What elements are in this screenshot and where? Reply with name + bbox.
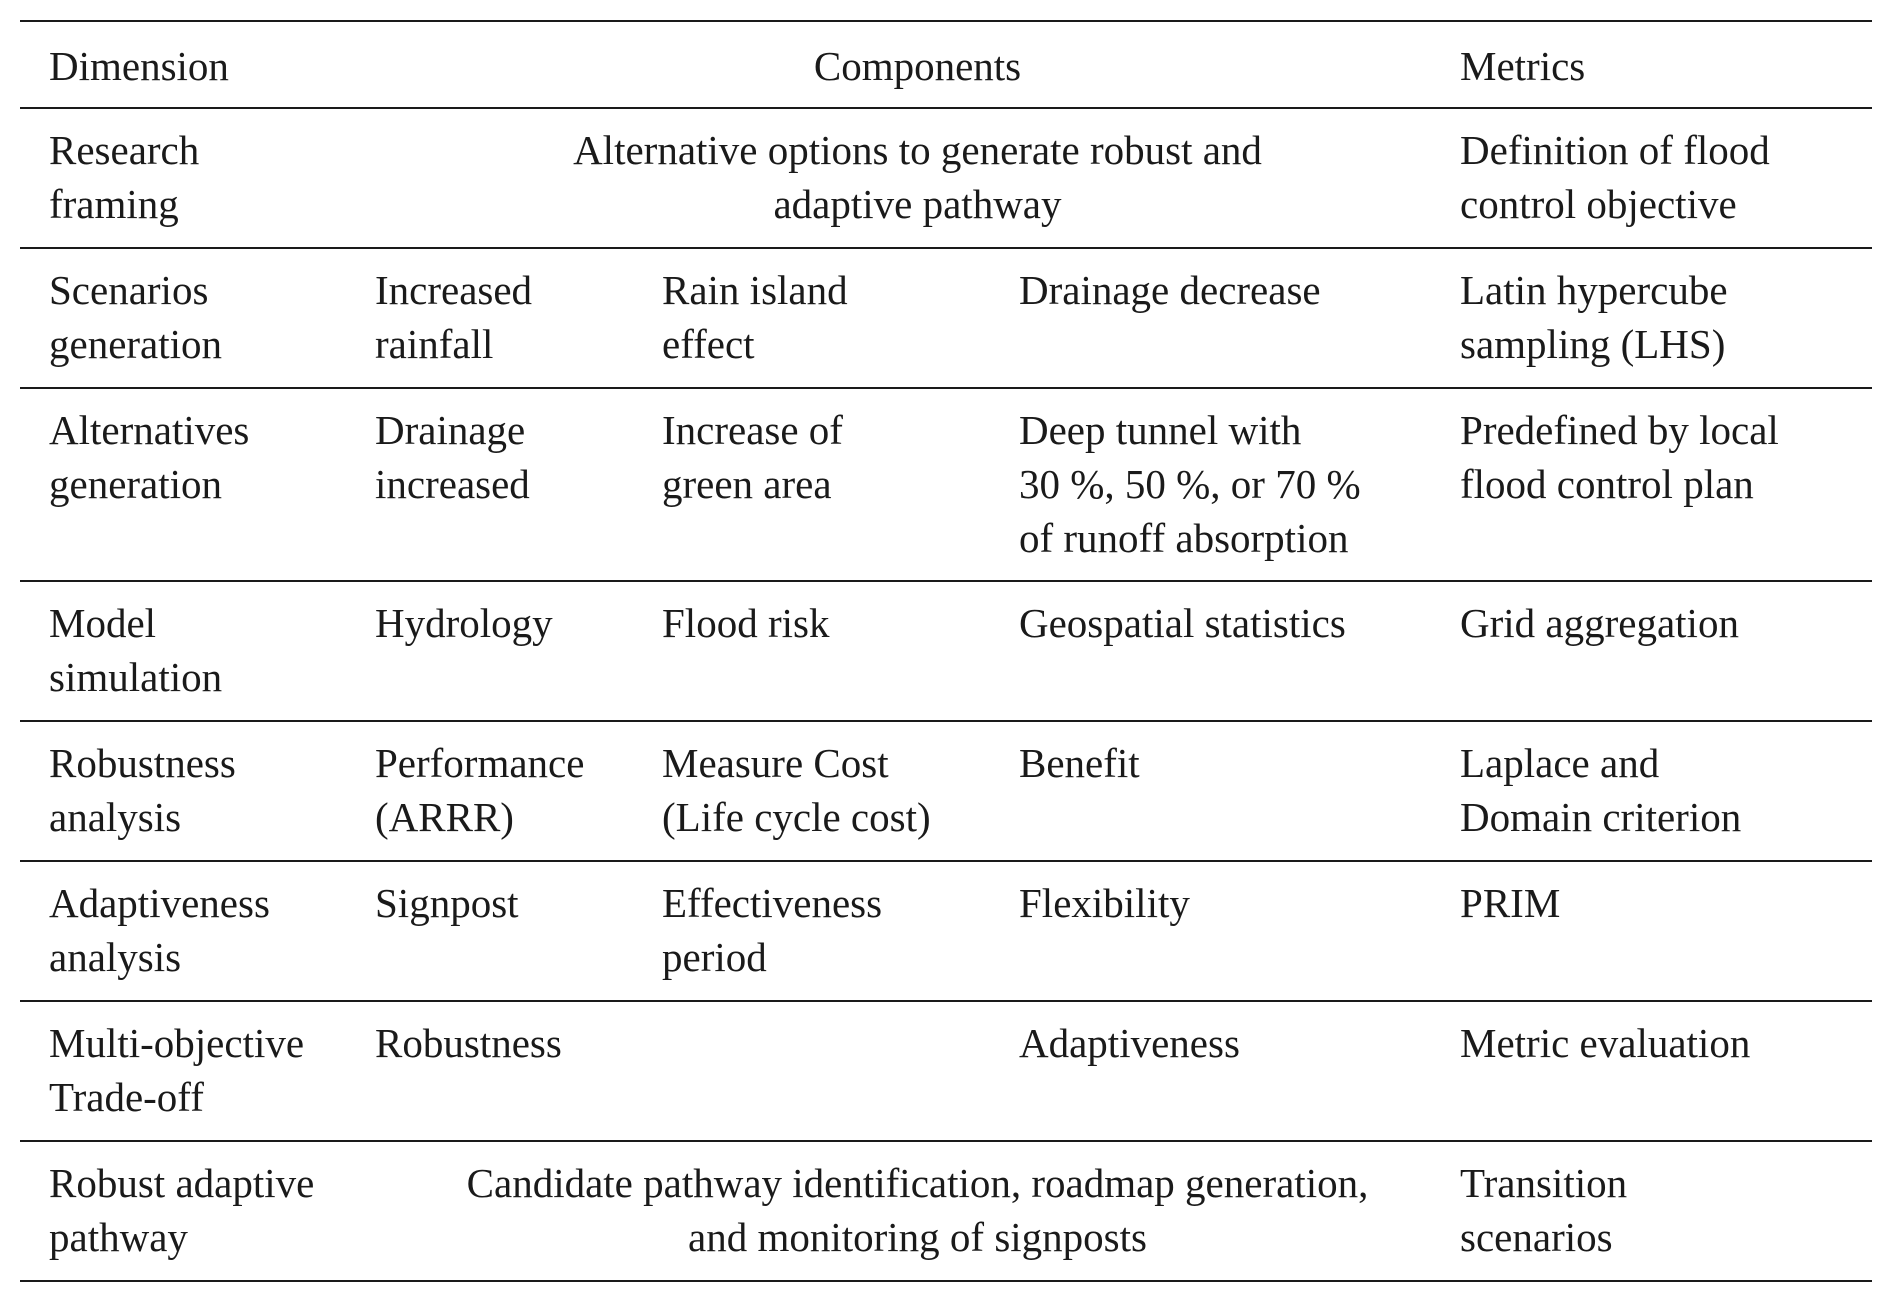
table-row: [20, 1141, 1872, 1281]
cell-line: Candidate pathway identification, roadmap generation,: [466, 1160, 1369, 1206]
dimension-cell: [20, 108, 375, 248]
cell-line: Effectiveness: [662, 880, 883, 926]
cell-line: Adaptiveness: [1019, 1020, 1240, 1066]
cell-line: analysis: [49, 794, 182, 840]
table-row: [20, 861, 1872, 1001]
metrics-cell: [1460, 861, 1872, 1001]
cell-line: adaptive pathway: [773, 181, 1062, 227]
component-cell: [375, 861, 662, 1001]
cell-line: sampling (LHS): [1460, 321, 1726, 367]
cell-line: pathway: [49, 1214, 188, 1260]
cell-line: Latin hypercube: [1460, 267, 1728, 313]
metrics-cell: [1460, 1141, 1872, 1281]
table-row: [20, 1001, 1872, 1141]
metrics-cell: [1460, 1001, 1872, 1141]
cell-line: Transition: [1460, 1160, 1628, 1206]
dimension-cell: [20, 1141, 375, 1281]
component-cell: [375, 1001, 662, 1141]
table-row: [20, 388, 1872, 581]
cell-line: Flood risk: [662, 600, 830, 646]
metrics-cell: [1460, 721, 1872, 861]
table-row: [20, 721, 1872, 861]
cell-line: Benefit: [1019, 740, 1140, 786]
dimension-cell: [20, 248, 375, 388]
component-cell: [375, 721, 662, 861]
cell-line: generation: [49, 461, 223, 507]
cell-line: Definition of flood: [1460, 127, 1770, 173]
cell-line: scenarios: [1460, 1214, 1613, 1260]
cell-line: Predefined by local: [1460, 407, 1779, 453]
cell-line: Scenarios: [49, 267, 209, 313]
cell-line: rainfall: [375, 321, 494, 367]
cell-line: Increased: [375, 267, 533, 313]
component-cell: [662, 1001, 1019, 1141]
component-cell: [1019, 1001, 1460, 1141]
cell-line: Multi-objective: [49, 1020, 305, 1066]
header-row: [20, 21, 1872, 108]
cell-line: generation: [49, 321, 223, 367]
component-cell: [662, 721, 1019, 861]
cell-line: Laplace and: [1460, 740, 1660, 786]
cell-line: 30 %, 50 %, or 70 %: [1019, 461, 1361, 507]
cell-line: Rain island: [662, 267, 848, 313]
cell-line: Hydrology: [375, 600, 553, 646]
cell-line: Metric evaluation: [1460, 1020, 1751, 1066]
cell-line: analysis: [49, 934, 182, 980]
cell-line: and monitoring of signposts: [688, 1214, 1147, 1260]
cell-line: control objective: [1460, 181, 1737, 227]
table-row: [20, 581, 1872, 721]
cell-line: Model: [49, 600, 157, 646]
cell-line: Performance: [375, 740, 585, 786]
framework-table: [20, 20, 1872, 1282]
cell-line: of runoff absorption: [1019, 515, 1349, 561]
cell-line: period: [662, 934, 767, 980]
component-cell: [1019, 388, 1460, 581]
table-row: [20, 248, 1872, 388]
metrics-cell: [1460, 248, 1872, 388]
header-dimension: Dimension: [20, 21, 375, 108]
component-cell: [375, 248, 662, 388]
cell-line: Flexibility: [1019, 880, 1190, 926]
component-cell: [662, 388, 1019, 581]
components-span-cell: [375, 1141, 1460, 1281]
metrics-cell: [1460, 581, 1872, 721]
cell-line: Increase of: [662, 407, 843, 453]
cell-line: Alternative options to generate robust and: [573, 127, 1262, 173]
cell-line: Signpost: [375, 880, 519, 926]
component-cell: [375, 581, 662, 721]
table-container: [20, 20, 1872, 1282]
metrics-cell: [1460, 108, 1872, 248]
dimension-cell: [20, 1001, 375, 1141]
cell-line: Deep tunnel with: [1019, 407, 1302, 453]
dimension-cell: [20, 581, 375, 721]
cell-line: effect: [662, 321, 755, 367]
cell-line: simulation: [49, 654, 223, 700]
cell-line: PRIM: [1460, 880, 1561, 926]
cell-line: Adaptiveness: [49, 880, 270, 926]
cell-line: Trade-off: [49, 1074, 204, 1120]
cell-line: (ARRR): [375, 794, 514, 840]
metrics-cell: [1460, 388, 1872, 581]
cell-line: Drainage decrease: [1019, 267, 1321, 313]
cell-line: green area: [662, 461, 832, 507]
header-components: Components: [375, 21, 1460, 108]
component-cell: [662, 581, 1019, 721]
cell-line: Alternatives: [49, 407, 250, 453]
component-cell: [1019, 248, 1460, 388]
cell-line: Drainage: [375, 407, 526, 453]
cell-line: Research: [49, 127, 200, 173]
component-cell: [662, 248, 1019, 388]
cell-line: Robust adaptive: [49, 1160, 315, 1206]
cell-line: Measure Cost: [662, 740, 889, 786]
components-span-cell: [375, 108, 1460, 248]
table-row: [20, 108, 1872, 248]
cell-line: (Life cycle cost): [662, 794, 931, 840]
cell-line: Geospatial statistics: [1019, 600, 1346, 646]
component-cell: [1019, 721, 1460, 861]
component-cell: [375, 388, 662, 581]
component-cell: [1019, 861, 1460, 1001]
component-cell: [662, 861, 1019, 1001]
cell-line: Grid aggregation: [1460, 600, 1739, 646]
cell-line: framing: [49, 181, 179, 227]
cell-line: increased: [375, 461, 530, 507]
cell-line: Robustness: [375, 1020, 562, 1066]
cell-line: Domain criterion: [1460, 794, 1742, 840]
cell-line: Robustness: [49, 740, 236, 786]
component-cell: [1019, 581, 1460, 721]
dimension-cell: [20, 861, 375, 1001]
dimension-cell: [20, 388, 375, 581]
dimension-cell: [20, 721, 375, 861]
header-metrics: Metrics: [1460, 21, 1872, 108]
cell-line: flood control plan: [1460, 461, 1754, 507]
